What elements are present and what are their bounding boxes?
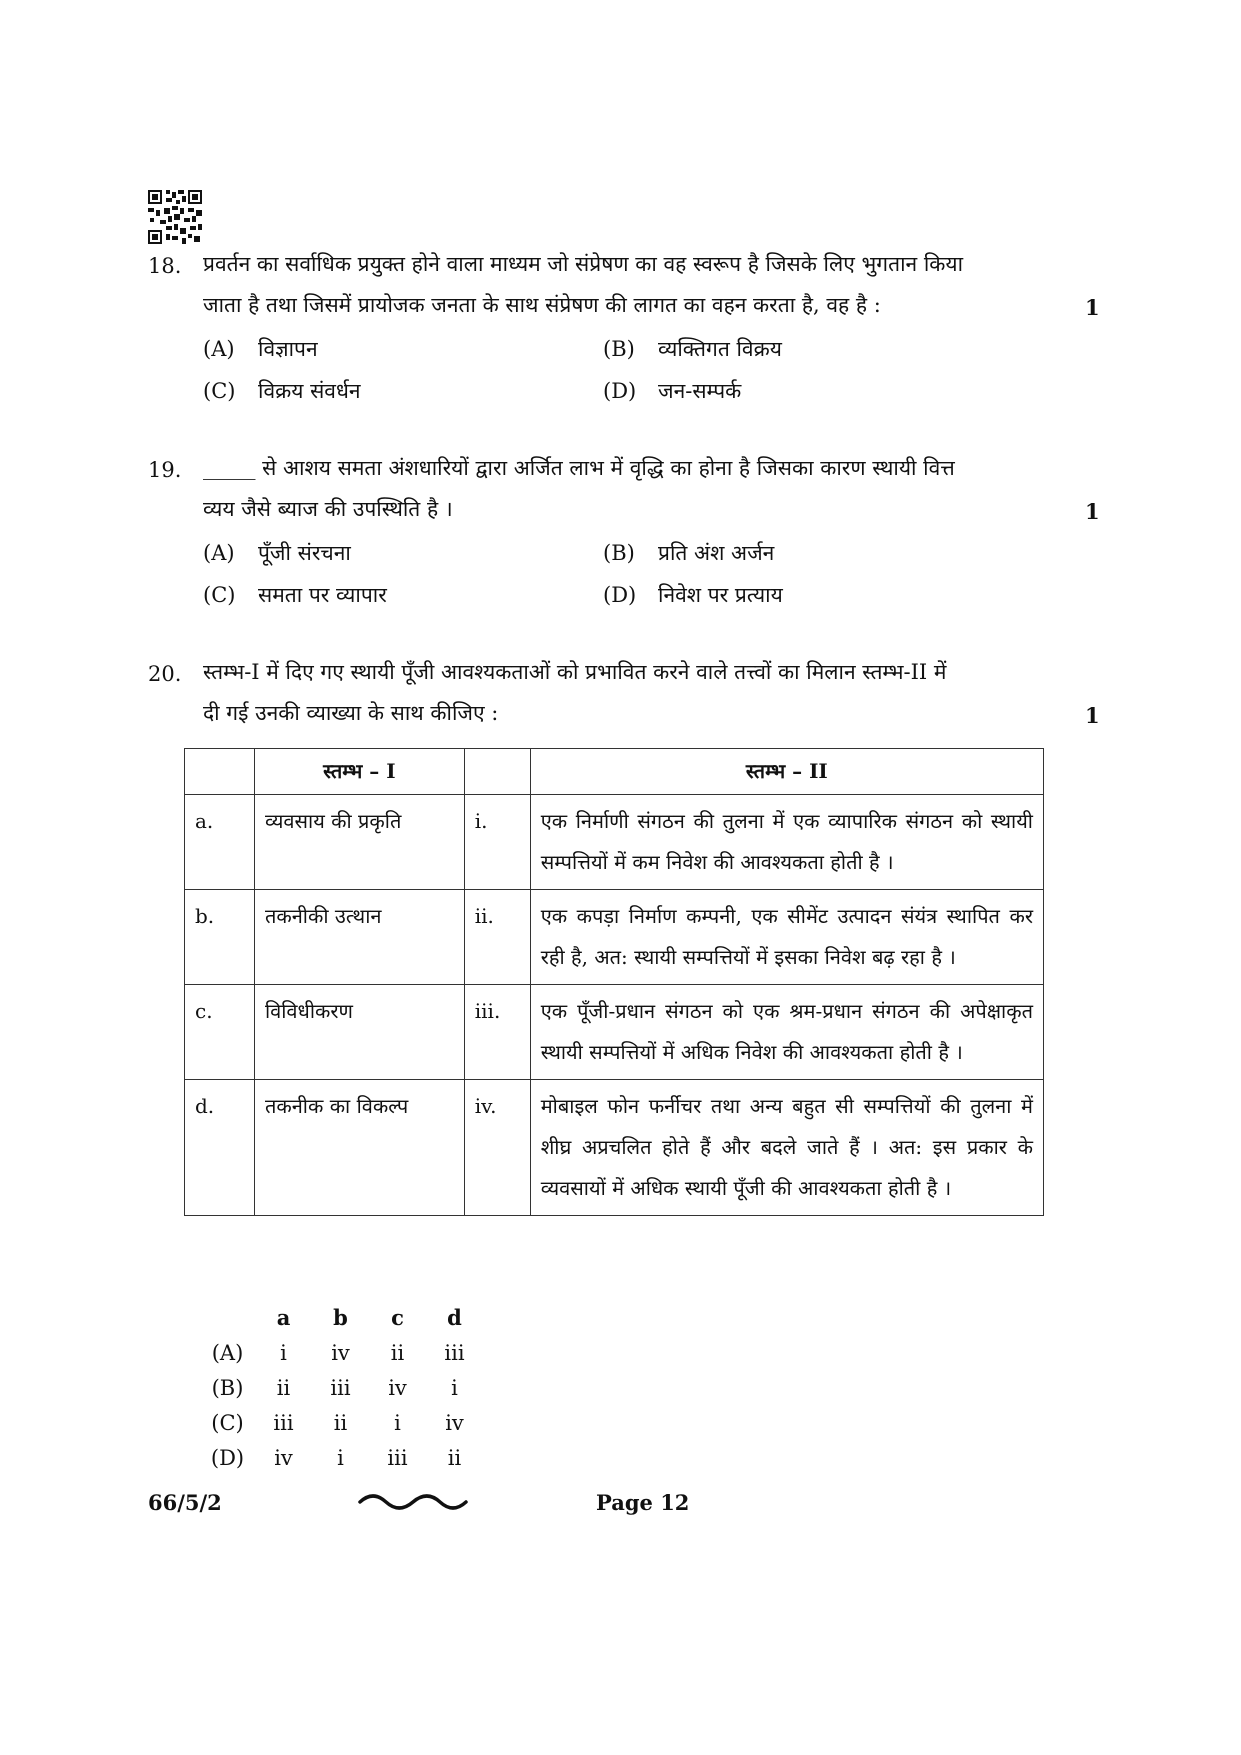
key-header-b: b	[333, 1305, 348, 1330]
qr-code-icon	[148, 190, 202, 244]
answer-option-row	[200, 1440, 483, 1475]
question-18-line2: जाता है तथा जिसमें प्रायोजक जनता के साथ संप्रेषण की लागत का वहन करता है, वह है :	[203, 293, 881, 317]
answer-value: ii	[447, 1445, 462, 1470]
answer-value: i	[337, 1445, 344, 1470]
row-key: a.	[185, 795, 255, 890]
answer-value: ii	[333, 1410, 348, 1435]
q19-option-a	[203, 539, 351, 567]
answer-option-label: (D)	[210, 1445, 245, 1470]
question-20-marks: 1	[1085, 703, 1100, 728]
row-item: तकनीक का विकल्प	[254, 1080, 464, 1216]
row-key: d.	[185, 1080, 255, 1216]
answer-value: iv	[331, 1340, 350, 1365]
answer-value: iii	[330, 1375, 351, 1400]
match-header-blank-2	[464, 749, 530, 795]
key-header-a: a	[276, 1305, 291, 1330]
column-1-header: स्तम्भ – I	[254, 749, 464, 795]
table-row	[185, 795, 1044, 890]
column-2-header: स्तम्भ – II	[530, 749, 1043, 795]
answer-value: ii	[276, 1375, 291, 1400]
question-20-number: 20.	[148, 662, 182, 686]
q18-option-c-text: विक्रय संवर्धन	[258, 379, 361, 403]
answer-option-row	[200, 1405, 483, 1440]
row-roman: iii.	[464, 985, 530, 1080]
q18-option-a-text: विज्ञापन	[258, 337, 318, 361]
answer-value: iii	[387, 1445, 408, 1470]
key-header-c: c	[391, 1305, 404, 1330]
answer-option-label: (C)	[211, 1410, 244, 1435]
q18-option-d-text: जन-सम्पर्क	[658, 379, 742, 403]
question-19-line2: व्यय जैसे ब्याज की उपस्थिति है ।	[203, 497, 453, 521]
answer-option-row	[200, 1370, 483, 1405]
q19-option-d-label: (D)	[603, 583, 637, 607]
match-header-blank-1	[185, 749, 255, 795]
key-header-d: d	[447, 1305, 462, 1330]
question-20-line2: दी गई उनकी व्याख्या के साथ कीजिए :	[203, 701, 499, 725]
q19-option-d-text: निवेश पर प्रत्याय	[658, 583, 783, 607]
question-18-text	[203, 244, 1043, 326]
question-20-text	[203, 652, 1043, 734]
q19-option-c-text: समता पर व्यापार	[258, 583, 387, 607]
q18-option-d	[603, 377, 741, 405]
q19-option-c-label: (C)	[203, 583, 236, 607]
q18-option-a-label: (A)	[203, 337, 235, 361]
match-table	[184, 748, 1044, 1216]
q19-option-b-text: प्रति अंश अर्जन	[658, 541, 775, 565]
q19-option-a-text: पूँजी संरचना	[258, 541, 351, 565]
question-18-line1: प्रवर्तन का सर्वाधिक प्रयुक्त होने वाला माध्यम जो संप्रेषण का वह स्वरूप है जिसके लिए भुगतान किया	[203, 252, 964, 276]
answer-key-header-blank	[200, 1300, 255, 1335]
row-key: c.	[185, 985, 255, 1080]
paper-code: 66/5/2	[148, 1490, 222, 1515]
q18-option-d-label: (D)	[603, 379, 637, 403]
answer-option-row	[200, 1335, 483, 1370]
table-row	[185, 985, 1044, 1080]
row-description: एक कपड़ा निर्माण कम्पनी, एक सीमेंट उत्पादन संयंत्र स्थापित कर रही है, अत: स्थायी सम्पत्तियों में इसका निवेश बढ़ रहा है ।	[530, 890, 1043, 985]
answer-key-table	[200, 1300, 483, 1475]
q18-option-b-label: (B)	[603, 337, 635, 361]
question-19-blank: _____	[203, 456, 256, 480]
q18-option-b-text: व्यक्तिगत विक्रय	[658, 337, 782, 361]
row-item: विविधीकरण	[254, 985, 464, 1080]
answer-option-label: (B)	[211, 1375, 244, 1400]
row-description: मोबाइल फोन फर्नीचर तथा अन्य बहुत सी सम्पत्तियों की तुलना में शीघ्र अप्रचलित होते हैं और बदले जाते हैं । अत: इस प्रकार के व्यवसायों में अधिक स्थायी पूँजी की आवश्यकता होती है ।	[530, 1080, 1043, 1216]
question-18-number: 18.	[148, 254, 182, 278]
row-description: एक पूँजी-प्रधान संगठन को एक श्रम-प्रधान संगठन की अपेक्षाकृत स्थायी सम्पत्तियों में अधिक निवेश की आवश्यकता होती है ।	[530, 985, 1043, 1080]
wave-decoration-icon	[358, 1488, 468, 1512]
row-key: b.	[185, 890, 255, 985]
q18-option-b	[603, 335, 782, 363]
q19-option-b-label: (B)	[603, 541, 635, 565]
match-table-header	[185, 749, 1044, 795]
table-row	[185, 890, 1044, 985]
answer-value: i	[394, 1410, 401, 1435]
answer-value: ii	[390, 1340, 405, 1365]
q18-option-c-label: (C)	[203, 379, 236, 403]
row-roman: i.	[464, 795, 530, 890]
question-19-text	[203, 448, 1043, 530]
question-18-marks: 1	[1085, 295, 1100, 320]
question-19-marks: 1	[1085, 499, 1100, 524]
row-item: तकनीकी उत्थान	[254, 890, 464, 985]
answer-value: i	[280, 1340, 287, 1365]
answer-value: iii	[444, 1340, 465, 1365]
answer-value: iii	[273, 1410, 294, 1435]
q19-option-b	[603, 539, 774, 567]
table-row	[185, 1080, 1044, 1216]
answer-key-header	[200, 1300, 483, 1335]
row-item: व्यवसाय की प्रकृति	[254, 795, 464, 890]
row-roman: ii.	[464, 890, 530, 985]
row-description: एक निर्माणी संगठन की तुलना में एक व्यापारिक संगठन को स्थायी सम्पत्तियों में कम निवेश की आवश्यकता होती है ।	[530, 795, 1043, 890]
answer-value: iv	[445, 1410, 464, 1435]
question-19-number: 19.	[148, 458, 182, 482]
q18-option-c	[203, 377, 361, 405]
q19-option-d	[603, 581, 783, 609]
answer-option-label: (A)	[211, 1340, 244, 1365]
answer-value: iv	[388, 1375, 407, 1400]
row-roman: iv.	[464, 1080, 530, 1216]
question-19-line1: से आशय समता अंशधारियों द्वारा अर्जित लाभ में वृद्धि का होना है जिसका कारण स्थायी वित्त	[255, 456, 955, 480]
q19-option-c	[203, 581, 387, 609]
answer-value: i	[451, 1375, 458, 1400]
question-20-line1: स्तम्भ-I में दिए गए स्थायी पूँजी आवश्यकताओं को प्रभावित करने वाले तत्त्वों का मिलान स्तम्भ-II में	[203, 660, 947, 684]
q19-option-a-label: (A)	[203, 541, 235, 565]
answer-value: iv	[274, 1445, 293, 1470]
page-number: Page 12	[596, 1490, 690, 1515]
q18-option-a	[203, 335, 318, 363]
